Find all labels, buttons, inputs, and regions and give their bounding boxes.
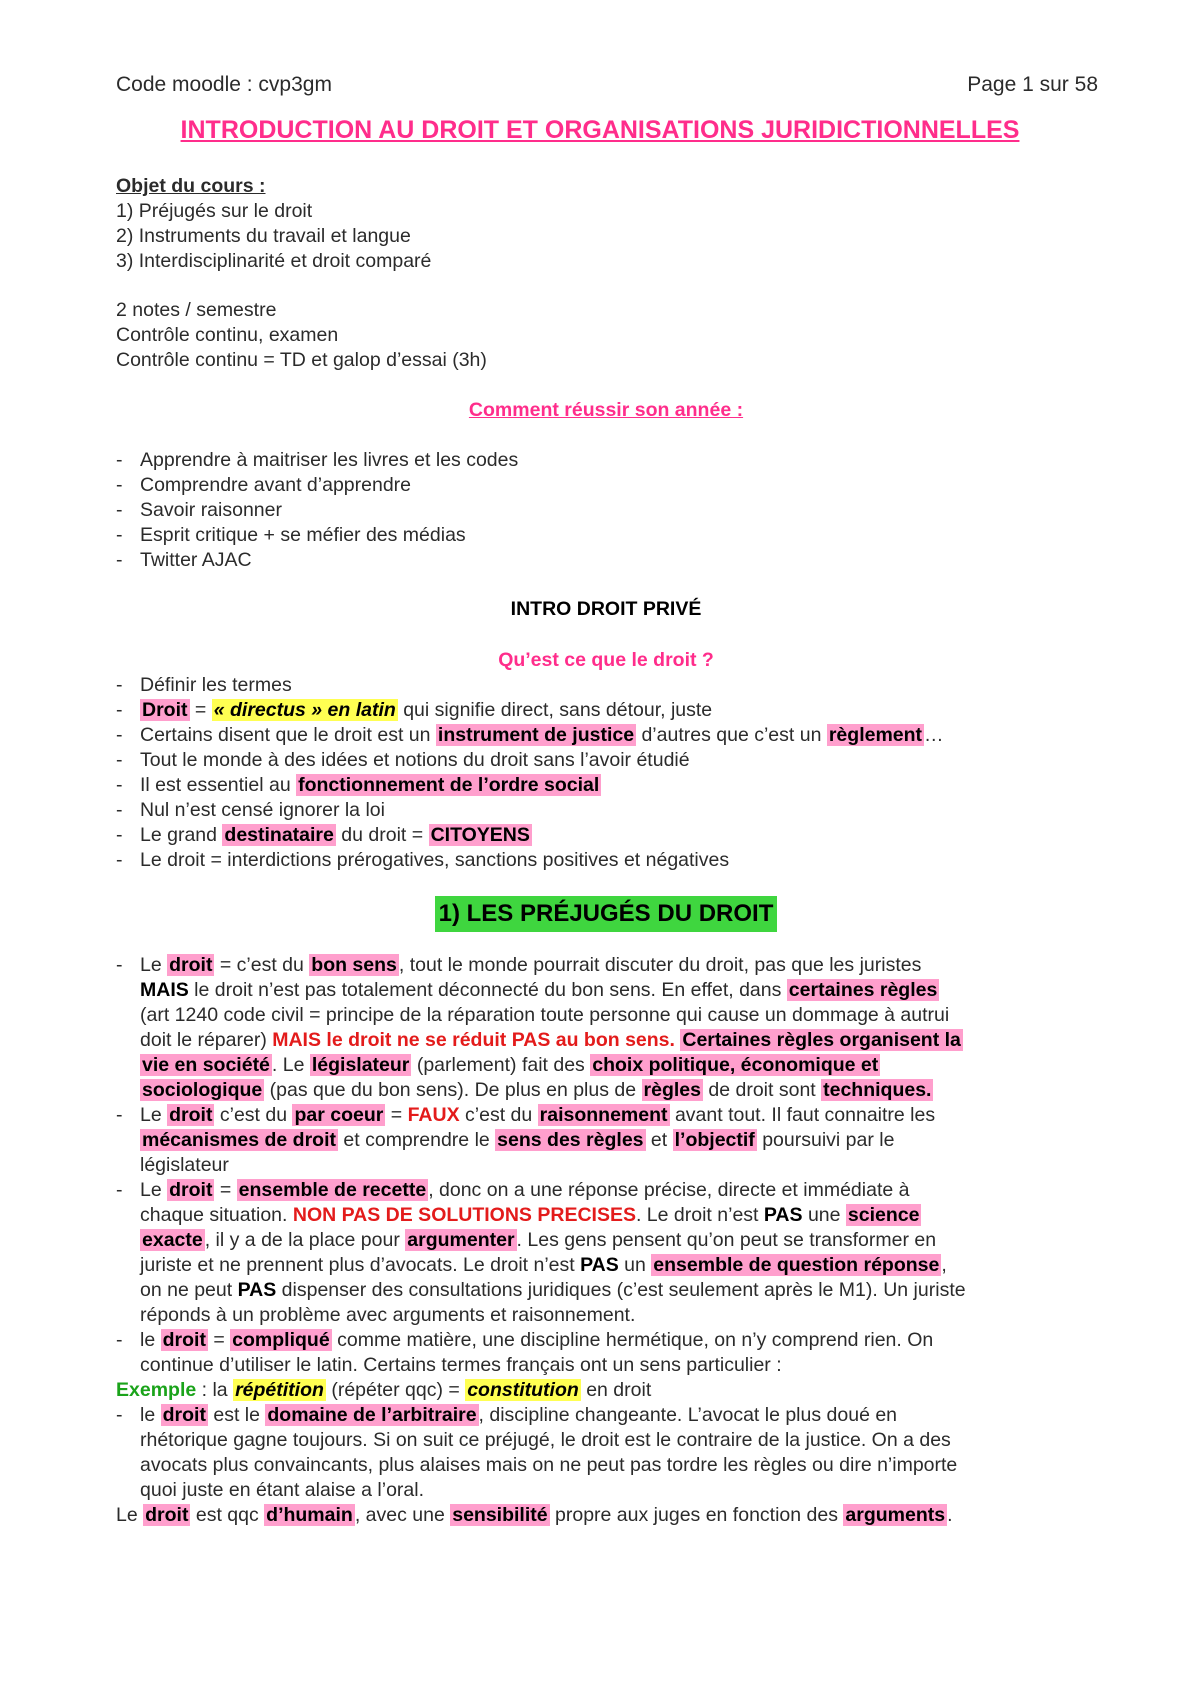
text-fragment: doit le réparer) (140, 1029, 273, 1051)
paragraph-line (116, 1403, 1096, 1428)
text-fragment: MAIS (140, 979, 189, 1001)
highlighted-term: répétition (235, 1379, 324, 1401)
list-item: - Savoir raisonner (116, 498, 1096, 523)
text-fragment: un (618, 1254, 652, 1276)
highlighted-term: sociologique (142, 1079, 263, 1101)
text-fragment: Le (116, 1504, 144, 1526)
list-item (116, 773, 1096, 798)
paragraph-line: continue d’utiliser le latin. Certains termes français ont un sens particulier : (140, 1354, 782, 1376)
objet-item: 2) Instruments du travail et langue (116, 225, 411, 247)
paragraph-line (116, 978, 1096, 1003)
highlighted-term: sensibilité (452, 1504, 548, 1526)
text-fragment: le droit n’est pas totalement déconnecté du bon sens. En effet, dans (188, 979, 787, 1001)
highlighted-term: droit (169, 1179, 213, 1201)
paragraph-line (116, 1053, 1096, 1078)
text-fragment: poursuivi par le (756, 1129, 895, 1151)
paragraph-line: réponds à un problème avec arguments et raisonnement. (140, 1304, 636, 1326)
highlighted-term: Droit (142, 699, 188, 721)
moodle-code: Code moodle : cvp3gm (116, 73, 332, 96)
list-item: - Twitter AJAC (116, 548, 1096, 573)
prejuges-body (116, 953, 1096, 1528)
text-fragment: et comprendre le (338, 1129, 496, 1151)
text-fragment: juriste et ne prennent plus d’avocats. Le droit n’est (140, 1254, 581, 1276)
text-fragment: d’autres que c’est un (636, 724, 827, 746)
text-fragment: est qqc (190, 1504, 265, 1526)
highlighted-term: ensemble de recette (238, 1179, 427, 1201)
list-item: - Tout le monde à des idées et notions du droit sans l’avoir étudié (116, 748, 1096, 773)
section-heading-wrap (116, 896, 1096, 932)
paragraph-line (116, 1078, 1096, 1103)
text-fragment: Le grand (140, 824, 223, 846)
paragraph-line (116, 1128, 1096, 1153)
text-fragment: PAS (237, 1279, 277, 1301)
notes-line: Contrôle continu = TD et galop d’essai (3h) (116, 349, 487, 371)
highlighted-term: sens des règles (497, 1129, 644, 1151)
highlighted-term: argumenter (407, 1229, 515, 1251)
highlighted-term: règlement (828, 724, 923, 746)
text-fragment: Le (140, 954, 168, 976)
text-fragment: c’est du (214, 1104, 293, 1126)
text-fragment: qui signifie direct, sans détour, juste (397, 699, 713, 721)
text-fragment: FAUX (407, 1104, 460, 1126)
question-list (116, 673, 1096, 873)
highlighted-term: choix politique, économique et (592, 1054, 879, 1076)
list-item: - Comprendre avant d’apprendre (116, 473, 1096, 498)
list-item: - Apprendre à maitriser les livres et les codes (116, 448, 1096, 473)
highlighted-term: constitution (467, 1379, 579, 1401)
highlighted-term: raisonnement (539, 1104, 668, 1126)
text-fragment: PAS (580, 1254, 619, 1276)
text-fragment: … (924, 724, 944, 746)
text-fragment: est le (207, 1404, 266, 1426)
highlighted-term: « directus » en latin (213, 699, 396, 721)
text-fragment: le (140, 1329, 161, 1351)
highlighted-term: science (847, 1204, 920, 1226)
highlighted-term: fonctionnement de l’ordre social (298, 774, 600, 796)
paragraph-line: législateur (140, 1154, 229, 1176)
list-item: - Le droit = interdictions prérogatives, sanctions positives et négatives (116, 848, 1096, 873)
highlighted-term: législateur (311, 1054, 410, 1076)
list-item: - Nul n’est censé ignorer la loi (116, 798, 1096, 823)
list-item (116, 723, 1096, 748)
text-fragment: Le (140, 1104, 168, 1126)
highlighted-term: compliqué (232, 1329, 330, 1351)
text-fragment: : la (196, 1379, 234, 1401)
paragraph-line (116, 1178, 1096, 1203)
text-fragment: . Les gens pensent qu’on peut se transformer en (516, 1229, 937, 1251)
text-fragment: PAS (763, 1204, 803, 1226)
paragraph-line (116, 1328, 1096, 1353)
paragraph-line (116, 1203, 1096, 1228)
highlighted-term: domaine de l’arbitraire (267, 1404, 477, 1426)
highlighted-term: Certaines règles organisent la (682, 1029, 961, 1051)
text-fragment: , donc on a une réponse précise, directe et immédiate à (428, 1179, 910, 1201)
highlighted-term: droit (145, 1504, 189, 1526)
text-fragment: = (385, 1104, 408, 1126)
objet-section (116, 174, 1096, 274)
paragraph-line: (art 1240 code civil = principe de la réparation toute personne qui cause un dommage à autrui (140, 1004, 950, 1026)
text-fragment: dispenser des consultations juridiques (c’est seulement après le M1). Un juriste (276, 1279, 966, 1301)
question-heading-wrap (116, 648, 1096, 673)
example-line (116, 1378, 1096, 1403)
text-fragment: et (645, 1129, 673, 1151)
highlighted-term: destinataire (224, 824, 334, 846)
list-item (116, 823, 1096, 848)
text-fragment: = c’est du (214, 954, 310, 976)
text-fragment: on ne peut (140, 1279, 238, 1301)
question-heading: Qu’est ce que le droit ? (498, 649, 714, 671)
highlighted-term: vie en société (142, 1054, 270, 1076)
paragraph-line (116, 1028, 1096, 1053)
text-fragment: = (214, 1179, 237, 1201)
paragraph-line (116, 953, 1096, 978)
highlighted-term: exacte (142, 1229, 203, 1251)
highlighted-term: par coeur (294, 1104, 384, 1126)
text-fragment: = (207, 1329, 231, 1351)
text-fragment: NON PAS DE SOLUTIONS PRECISES (292, 1204, 636, 1226)
text-fragment: (pas que du bon sens). De plus en plus de (264, 1079, 642, 1101)
text-fragment: . Le (271, 1054, 310, 1076)
highlighted-term: techniques. (823, 1079, 932, 1101)
text-fragment: , il y a de la place pour (204, 1229, 406, 1251)
highlighted-term: mécanismes de droit (142, 1129, 336, 1151)
paragraph-line (116, 1253, 1096, 1278)
text-fragment: , tout le monde pourrait discuter du droit, pas que les juristes (398, 954, 922, 976)
page-number: Page 1 sur 58 (967, 73, 1098, 96)
highlighted-term: ensemble de question réponse (653, 1254, 940, 1276)
text-fragment: chaque situation. (140, 1204, 293, 1226)
reussir-list (116, 448, 1096, 573)
list-item (116, 698, 1096, 723)
final-line (116, 1503, 1096, 1528)
text-fragment: c’est du (459, 1104, 538, 1126)
highlighted-term: d’humain (266, 1504, 353, 1526)
paragraph-line: avocats plus convaincants, plus alaises mais on ne peut pas tordre les règles ou dire n’importe (140, 1454, 958, 1476)
highlighted-term: l’objectif (674, 1129, 755, 1151)
text-fragment: de droit sont (702, 1079, 822, 1101)
text-fragment: Il est essentiel au (140, 774, 297, 796)
objet-heading: Objet du cours : (116, 175, 266, 197)
highlighted-term: arguments (845, 1504, 946, 1526)
highlighted-term: droit (169, 1104, 213, 1126)
text-fragment: , discipline changeante. L’avocat le plus doué en (478, 1404, 898, 1426)
paragraph-line (116, 1278, 1096, 1303)
text-fragment: en droit (580, 1379, 652, 1401)
text-fragment: du droit = (335, 824, 429, 846)
reussir-heading: Comment réussir son année : (468, 399, 744, 421)
text-fragment: Exemple (116, 1379, 197, 1401)
highlighted-term: certaines règles (788, 979, 938, 1001)
notes-line: Contrôle continu, examen (116, 324, 339, 346)
text-fragment: (répéter qqc) = (325, 1379, 466, 1401)
list-item: - Esprit critique + se méfier des médias (116, 523, 1096, 548)
section-heading: 1) LES PRÉJUGÉS DU DROIT (435, 896, 778, 932)
paragraph-line (116, 1103, 1096, 1128)
objet-item: 3) Interdisciplinarité et droit comparé (116, 250, 432, 272)
list-item: - Définir les termes (116, 673, 1096, 698)
text-fragment: le (140, 1404, 161, 1426)
objet-item: 1) Préjugés sur le droit (116, 200, 313, 222)
notes-line: 2 notes / semestre (116, 299, 277, 321)
reussir-heading-wrap (116, 398, 1096, 423)
paragraph-line (116, 1228, 1096, 1253)
highlighted-term: bon sens (311, 954, 397, 976)
highlighted-term: instrument de justice (437, 724, 635, 746)
text-fragment: Certains disent que le droit est un (140, 724, 436, 746)
text-fragment: Le (140, 1179, 168, 1201)
highlighted-term: droit (162, 1404, 206, 1426)
highlighted-term: CITOYENS (430, 824, 530, 846)
text-fragment: . (947, 1504, 953, 1526)
text-fragment: (parlement) fait des (411, 1054, 591, 1076)
paragraph-line: quoi juste en étant alaise a l’oral. (140, 1479, 425, 1501)
intro-heading: INTRO DROIT PRIVÉ (510, 598, 702, 620)
paragraph-line: rhétorique gagne toujours. Si on suit ce préjugé, le droit est le contraire de la justice. On a des (140, 1429, 951, 1451)
highlighted-term: règles (643, 1079, 701, 1101)
highlighted-term: droit (169, 954, 213, 976)
highlighted-term: droit (162, 1329, 206, 1351)
text-fragment: , (941, 1254, 947, 1276)
intro-heading-wrap (116, 597, 1096, 622)
document-title: INTRODUCTION AU DROIT ET ORGANISATIONS JURIDICTIONNELLES (180, 116, 1020, 144)
text-fragment: , avec une (354, 1504, 451, 1526)
text-fragment: une (802, 1204, 846, 1226)
text-fragment: propre aux juges en fonction des (549, 1504, 844, 1526)
notes-section (116, 298, 1096, 373)
text-fragment: . Le droit n’est (635, 1204, 764, 1226)
text-fragment: comme matière, une discipline hermétique, on n’y comprend rien. On (331, 1329, 934, 1351)
text-fragment: avant tout. Il faut connaitre les (669, 1104, 936, 1126)
text-fragment: = (189, 699, 212, 721)
text-fragment: MAIS le droit ne se réduit PAS au bon sens. (272, 1029, 675, 1051)
